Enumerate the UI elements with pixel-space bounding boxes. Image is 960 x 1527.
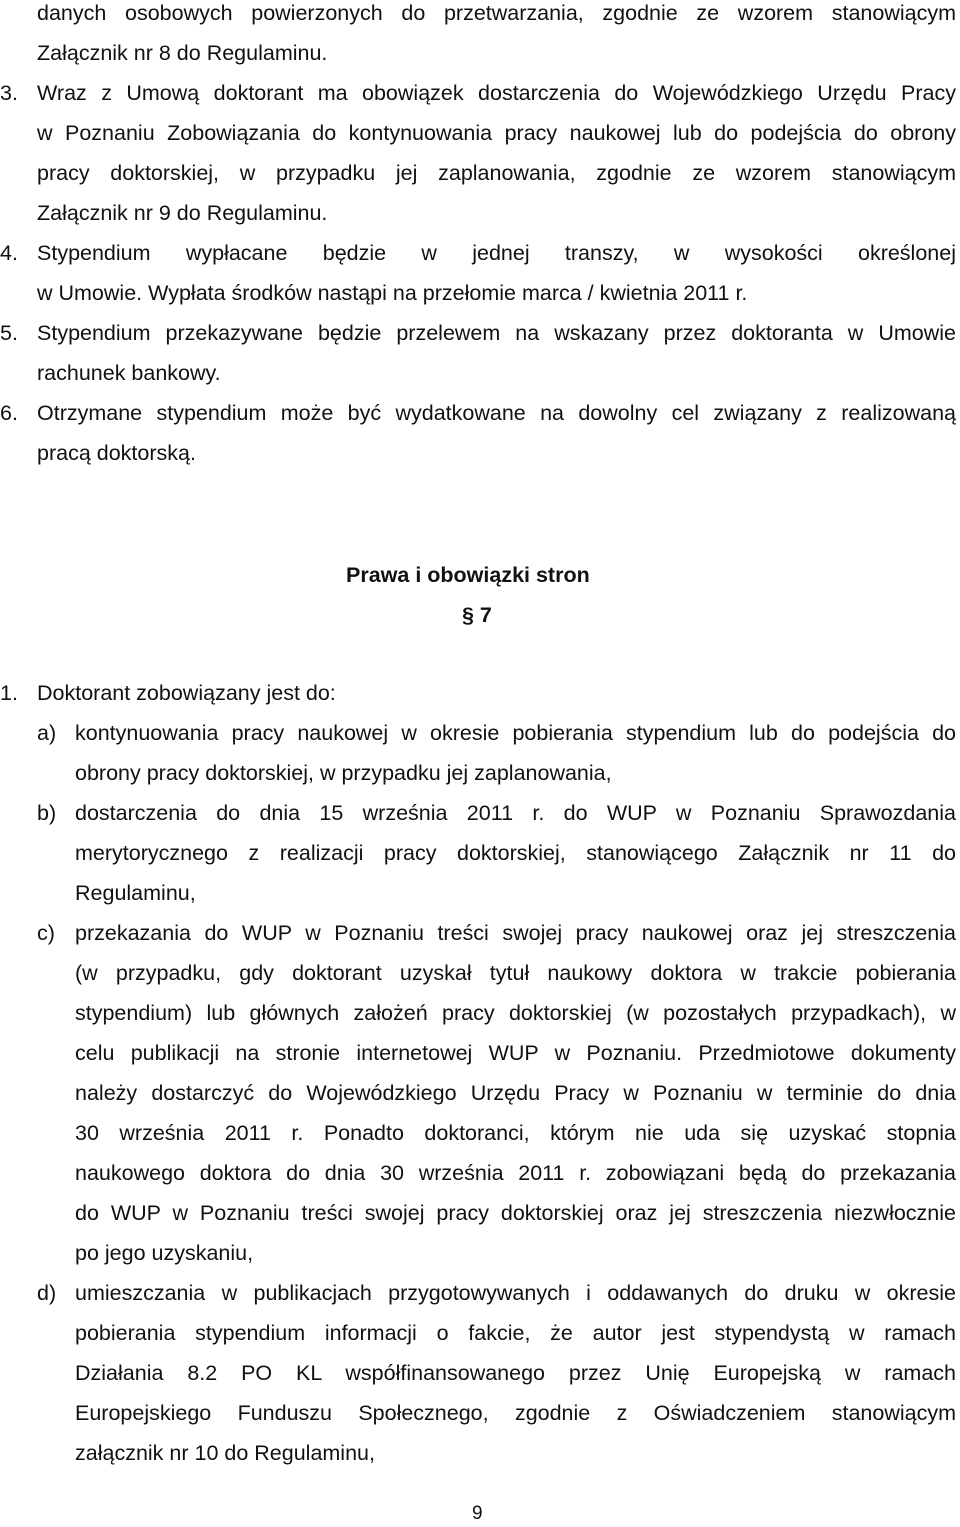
text-line: Wraz z Umową doktorant ma obowiązek dostarczenia do Wojewódzkiego Urzędu Pracy [37,81,956,105]
text-line: stypendium) lub głównych założeń pracy doktorskiej (w pozostałych przypadkach), w [75,1001,956,1025]
text-line: celu publikacji na stronie internetowej WUP w Poznaniu. Przedmiotowe dokumenty [75,1041,956,1065]
text-line: Załącznik nr 8 do Regulaminu. [37,41,328,65]
list-letter: c) [37,921,55,945]
text-line: po jego uzyskaniu, [75,1241,254,1265]
text-line: umieszczania w publikacjach przygotowywanych i oddawanych do druku w okresie [75,1281,956,1305]
list-letter: a) [37,721,57,745]
list-number: 5. [0,321,18,345]
text-line: danych osobowych powierzonych do przetwarzania, zgodnie ze wzorem stanowiącym [37,1,956,25]
text-line: pracy doktorskiej, w przypadku jej zaplanowania, zgodnie ze wzorem stanowiącym [37,161,956,185]
text-line: Stypendium wypłacane będzie w jednej transzy, w wysokości określonej [37,241,956,265]
text-line: Doktorant zobowiązany jest do: [37,681,336,705]
text-line: kontynuowania pracy naukowej w okresie pobierania stypendium lub do podejścia do [75,721,956,745]
list-letter: b) [37,801,57,825]
text-line: Otrzymane stypendium może być wydatkowane na dowolny cel związany z realizowaną [37,401,956,425]
paragraph-number: § 7 [462,603,492,627]
text-line: Regulaminu, [75,881,196,905]
text-line: merytorycznego z realizacji pracy doktorskiej, stanowiącego Załącznik nr 11 do [75,841,956,865]
text-line: w Poznaniu Zobowiązania do kontynuowania pracy naukowej lub do podejścia do obrony [37,121,956,145]
list-letter: d) [37,1281,57,1305]
list-number: 4. [0,241,18,265]
text-line: Europejskiego Funduszu Społecznego, zgodnie z Oświadczeniem stanowiącym [75,1401,956,1425]
list-number: 6. [0,401,18,425]
text-line: przekazania do WUP w Poznaniu treści swojej pracy naukowej oraz jej streszczenia [75,921,956,945]
text-line: do WUP w Poznaniu treści swojej pracy doktorskiej oraz jej streszczenia niezwłocznie [75,1201,956,1225]
text-line: pracą doktorską. [37,441,196,465]
list-number: 3. [0,81,18,105]
text-line: rachunek bankowy. [37,361,221,385]
text-line: (w przypadku, gdy doktorant uzyskał tytuł naukowy doktora w trakcie pobierania [75,961,956,985]
text-line: Działania 8.2 PO KL współfinansowanego przez Unię Europejską w ramach [75,1361,956,1385]
text-line: dostarczenia do dnia 15 września 2011 r. do WUP w Poznaniu Sprawozdania [75,801,956,825]
text-line: 30 września 2011 r. Ponadto doktoranci, którym nie uda się uzyskać stopnia [75,1121,956,1145]
text-line: naukowego doktora do dnia 30 września 2011 r. zobowiązani będą do przekazania [75,1161,956,1185]
text-line: należy dostarczyć do Wojewódzkiego Urzędu Pracy w Poznaniu w terminie do dnia [75,1081,956,1105]
text-line: w Umowie. Wypłata środków nastąpi na przełomie marca / kwietnia 2011 r. [37,281,748,305]
section-heading: Prawa i obowiązki stron [346,563,590,587]
list-number: 1. [0,681,18,705]
page-number: 9 [472,1503,483,1524]
text-line: obrony pracy doktorskiej, w przypadku jej zaplanowania, [75,761,612,785]
text-line: załącznik nr 10 do Regulaminu, [75,1441,375,1465]
text-line: Załącznik nr 9 do Regulaminu. [37,201,328,225]
text-line: pobierania stypendium informacji o fakcie, że autor jest stypendystą w ramach [75,1321,956,1345]
text-line: Stypendium przekazywane będzie przelewem na wskazany przez doktoranta w Umowie [37,321,956,345]
